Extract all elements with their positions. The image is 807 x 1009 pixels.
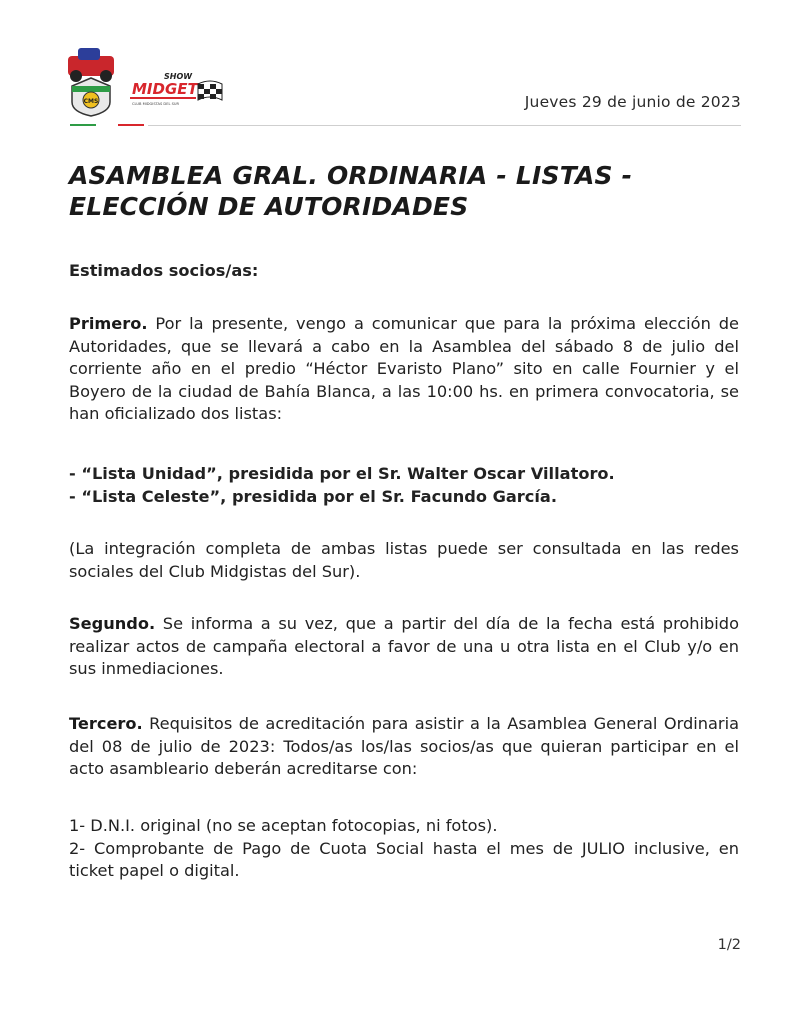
primero-label: Primero. xyxy=(69,314,148,333)
list-item: - “Lista Unidad”, presidida por el Sr. Walter Oscar Villatoro. xyxy=(69,464,615,483)
title-line-1: ASAMBLEA GRAL. ORDINARIA - LISTAS - xyxy=(69,161,633,190)
requirement-item: 1- D.N.I. original (no se aceptan fotocopias, ni fotos). xyxy=(69,816,498,835)
paragraph-integracion: (La integración completa de ambas listas puede ser consultada en las redes sociales del Club Midgistas del Sur). xyxy=(69,539,739,581)
letterhead xyxy=(0,0,807,135)
show-logo-main-text: MIDGET xyxy=(132,80,198,98)
tercero-text: Requisitos de acreditación para asistir a la Asamblea General Ordinaria del 08 de julio de 2023: Todos/as los/las socios/as que quieran participar en el acto asambleario deberán acreditarse con: xyxy=(69,714,739,779)
candidate-lists xyxy=(69,463,739,508)
header-rule-divider xyxy=(148,125,741,126)
document-date: Jueves 29 de junio de 2023 xyxy=(524,93,741,111)
document-title xyxy=(69,160,749,222)
requirements-list xyxy=(69,815,739,883)
list-item: - “Lista Celeste”, presidida por el Sr. Facundo García. xyxy=(69,486,558,506)
primero-text: Por la presente, vengo a comunicar que para la próxima elección de Autoridades, que se llevará a cabo en la Asamblea del sábado 8 de julio del corriente año en el predio “Héctor Evaristo Plano” sito en calle Fournier y el Boyero de la ciudad de Bahía Blanca, a las 10:00 hs. en primera convocatoria, se han oficializado dos listas: xyxy=(69,314,739,424)
paragraph-segundo xyxy=(69,613,739,681)
title-line-2: ELECCIÓN DE AUTORIDADES xyxy=(69,192,469,221)
show-logo-top-text: SHOW xyxy=(164,72,193,81)
show-logo-sub-text: CLUB MIDGISTAS DEL SUR xyxy=(132,102,180,106)
page-number: 1/2 xyxy=(717,937,741,953)
salutation: Estimados socios/as: xyxy=(69,261,259,280)
club-logo-text: CMS xyxy=(83,98,99,105)
header-rule-red xyxy=(118,124,144,126)
checkered-flag-icon xyxy=(198,81,222,100)
paragraph-primero xyxy=(69,313,739,426)
segundo-label: Segundo. xyxy=(69,614,156,633)
tercero-label: Tercero. xyxy=(69,714,143,733)
segundo-text: Se informa a su vez, que a partir del día de la fecha está prohibido realizar actos de campaña electoral a favor de una u otra lista en el Club y/o en sus inmediaciones. xyxy=(69,614,739,679)
header-rule-green xyxy=(70,124,96,126)
show-midget-logo xyxy=(128,70,226,112)
requirement-item: 2- Comprobante de Pago de Cuota Social hasta el mes de JULIO inclusive, en ticket papel o digital. xyxy=(69,838,739,881)
paragraph-tercero xyxy=(69,713,739,781)
club-midgistas-logo xyxy=(64,42,118,118)
